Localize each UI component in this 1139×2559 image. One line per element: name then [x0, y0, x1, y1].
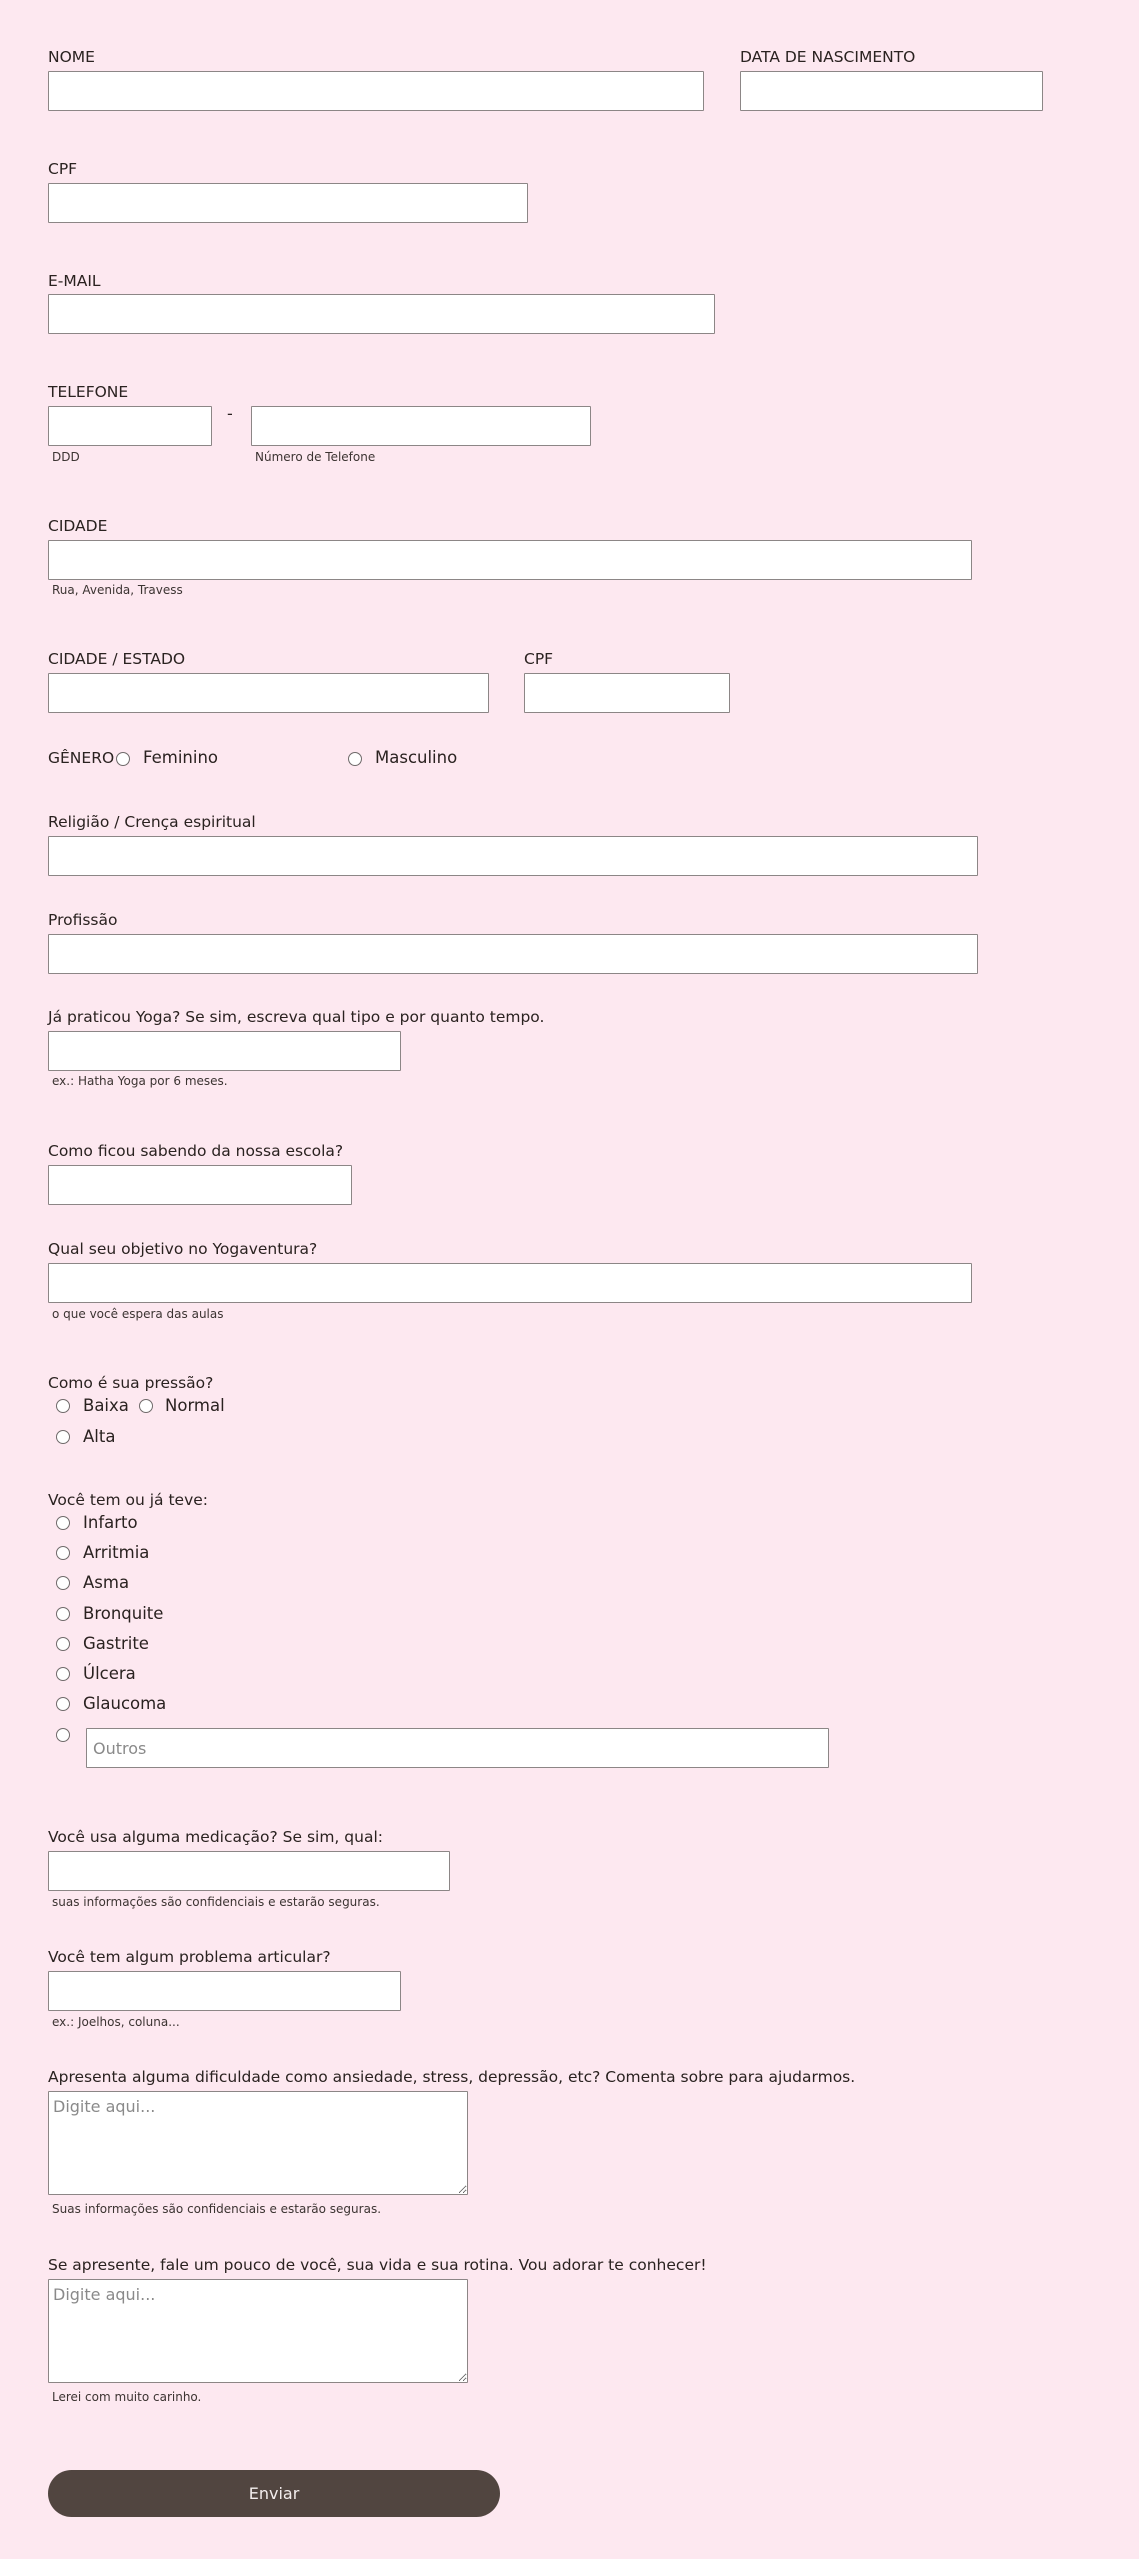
ddd-hint: DDD [52, 450, 80, 464]
cidade-estado-input[interactable] [48, 673, 489, 713]
ddd-input[interactable] [48, 406, 212, 446]
pressao-baixa-radio[interactable] [56, 1399, 70, 1413]
condicoes-label: Você tem ou já teve: [48, 1491, 209, 1509]
cpf-label: CPF [48, 160, 78, 178]
condicao-infarto-label: Infarto [83, 1513, 138, 1532]
phone-number-hint: Número de Telefone [255, 450, 376, 464]
nome-input[interactable] [48, 71, 704, 111]
nome-label: NOME [48, 48, 95, 66]
dificuldade-hint: Suas informações são confidenciais e estarão seguras. [52, 2202, 382, 2216]
submit-button[interactable]: Enviar [48, 2470, 500, 2517]
pressao-baixa-label: Baixa [83, 1396, 129, 1415]
dificuldade-textarea[interactable] [48, 2091, 468, 2195]
profissao-input[interactable] [48, 934, 978, 974]
genero-label: GÊNERO [48, 749, 115, 767]
phone-separator: - [227, 404, 233, 423]
apresente-label: Se apresente, fale um pouco de você, sua vida e sua rotina. Vou adorar te conhecer! [48, 2256, 707, 2274]
escola-input[interactable] [48, 1165, 352, 1205]
nascimento-input[interactable] [740, 71, 1043, 111]
cidade-hint: Rua, Avenida, Travess [52, 583, 183, 597]
cidade-estado-label: CIDADE / ESTADO [48, 650, 186, 668]
condicao-infarto-radio[interactable] [56, 1516, 70, 1530]
condicao-gastrite-radio[interactable] [56, 1637, 70, 1651]
escola-label: Como ficou sabendo da nossa escola? [48, 1142, 344, 1160]
medicacao-label: Você usa alguma medicação? Se sim, qual: [48, 1828, 383, 1846]
objetivo-label: Qual seu objetivo no Yogaventura? [48, 1240, 318, 1258]
condicao-arritmia-radio[interactable] [56, 1546, 70, 1560]
yoga-hint: ex.: Hatha Yoga por 6 meses. [52, 1074, 228, 1088]
condicao-ulcera-radio[interactable] [56, 1667, 70, 1681]
apresente-hint: Lerei com muito carinho. [52, 2390, 202, 2404]
religiao-input[interactable] [48, 836, 978, 876]
articular-hint: ex.: Joelhos, coluna... [52, 2015, 180, 2029]
objetivo-hint: o que você espera das aulas [52, 1307, 224, 1321]
condicao-gastrite-label: Gastrite [83, 1634, 149, 1653]
medicacao-input[interactable] [48, 1851, 450, 1891]
outros-input[interactable] [86, 1728, 829, 1768]
email-input[interactable] [48, 294, 715, 334]
pressao-alta-radio[interactable] [56, 1430, 70, 1444]
condicao-asma-label: Asma [83, 1573, 130, 1592]
condicao-ulcera-label: Úlcera [83, 1664, 136, 1683]
condicao-glaucoma-radio[interactable] [56, 1697, 70, 1711]
dificuldade-label: Apresenta alguma dificuldade como ansiedade, stress, depressão, etc? Comenta sobre para ajudarmos. [48, 2068, 856, 2086]
genero-feminino-radio[interactable] [116, 752, 130, 766]
profissao-label: Profissão [48, 911, 118, 929]
apresente-textarea[interactable] [48, 2279, 468, 2383]
genero-masculino-radio[interactable] [348, 752, 362, 766]
religiao-label: Religião / Crença espiritual [48, 813, 256, 831]
pressao-normal-radio[interactable] [139, 1399, 153, 1413]
cpf2-label: CPF [524, 650, 554, 668]
yoga-label: Já praticou Yoga? Se sim, escreva qual tipo e por quanto tempo. [48, 1008, 545, 1026]
pressao-label: Como é sua pressão? [48, 1374, 214, 1392]
yoga-input[interactable] [48, 1031, 401, 1071]
cidade-label: CIDADE [48, 517, 108, 535]
pressao-normal-label: Normal [165, 1396, 225, 1415]
condicao-outros-radio[interactable] [56, 1728, 70, 1742]
cpf-input[interactable] [48, 183, 528, 223]
condicao-arritmia-label: Arritmia [83, 1543, 150, 1562]
genero-masculino-label: Masculino [375, 748, 458, 767]
articular-input[interactable] [48, 1971, 401, 2011]
condicao-asma-radio[interactable] [56, 1576, 70, 1590]
genero-feminino-label: Feminino [143, 748, 218, 767]
nascimento-label: DATA DE NASCIMENTO [740, 48, 916, 66]
condicao-bronquite-label: Bronquite [83, 1604, 164, 1623]
telefone-label: TELEFONE [48, 383, 129, 401]
cpf2-input[interactable] [524, 673, 730, 713]
email-label: E-MAIL [48, 272, 101, 290]
condicao-bronquite-radio[interactable] [56, 1607, 70, 1621]
condicao-glaucoma-label: Glaucoma [83, 1694, 167, 1713]
cidade-input[interactable] [48, 540, 972, 580]
objetivo-input[interactable] [48, 1263, 972, 1303]
phone-number-input[interactable] [251, 406, 591, 446]
medicacao-hint: suas informações são confidenciais e estarão seguras. [52, 1895, 380, 1909]
pressao-alta-label: Alta [83, 1427, 116, 1446]
articular-label: Você tem algum problema articular? [48, 1948, 331, 1966]
